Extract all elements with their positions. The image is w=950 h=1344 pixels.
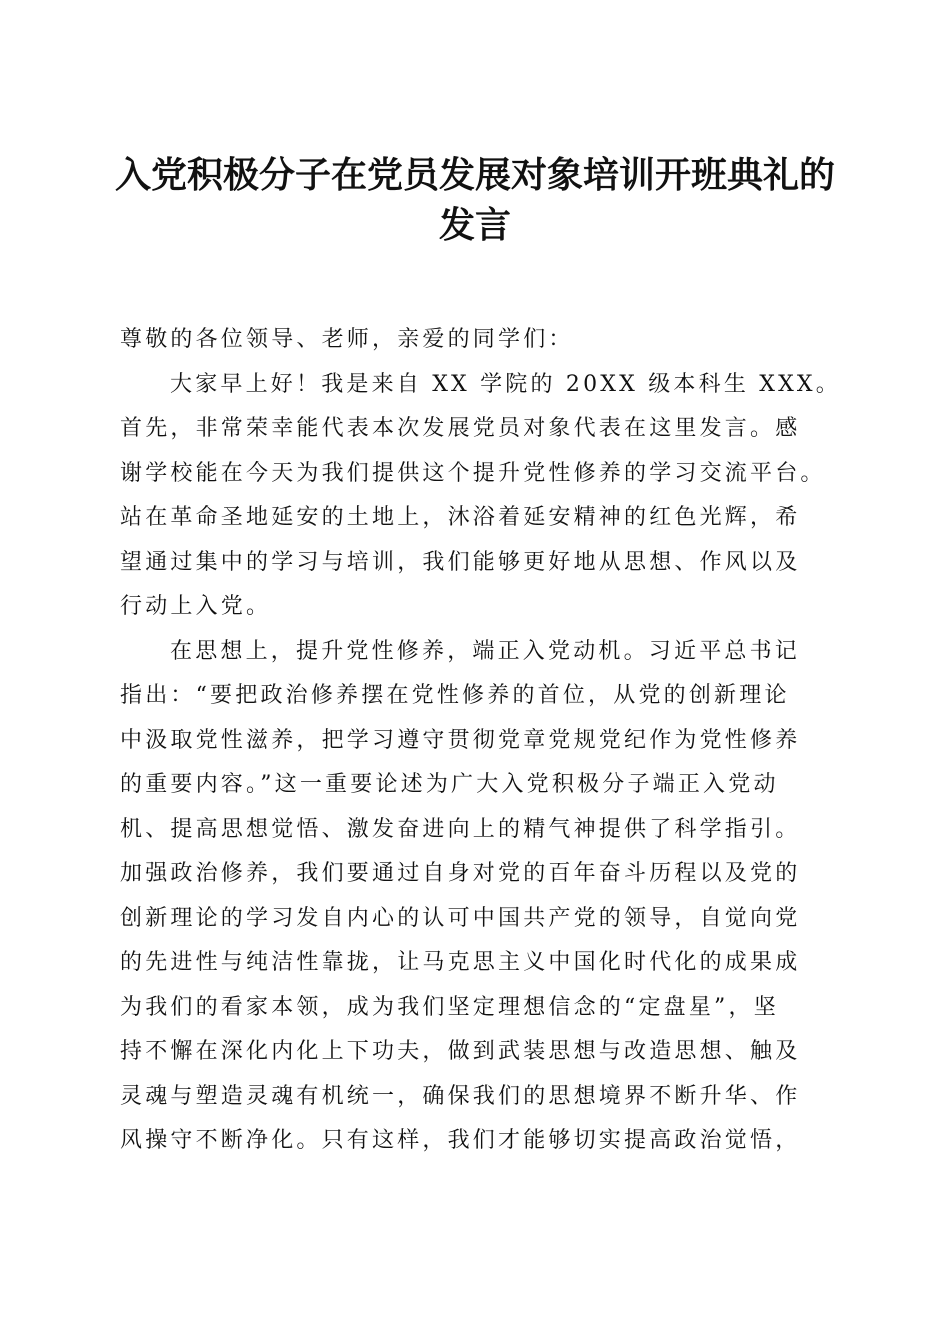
paragraph-2-line: 为我们的看家本领，成为我们坚定理想信念的“定盘星”，坚 (120, 994, 779, 1020)
paragraph-2-line: 的先进性与纯洁性靠拢，让马克思主义中国化时代化的成果成 (120, 950, 801, 975)
paragraph-2-line: 风操守不断净化。只有这样，我们才能够切实提高政治觉悟， (120, 1128, 801, 1153)
paragraph-1-line: 望通过集中的学习与培训，我们能够更好地从思想、作风以及 (120, 549, 801, 575)
paragraph-1-line: 大家早上好！我是来自 XX 学院的 20XX 级本科生 XXX。 (170, 371, 841, 397)
paragraph-1-line: 行动上入党。 (120, 594, 272, 619)
title-line-2: 发言 (438, 204, 511, 246)
title-line-1: 入党积极分子在党员发展对象培训开班典礼的 (114, 154, 835, 196)
document-title (100, 150, 850, 250)
paragraph-2-line: 灵魂与塑造灵魂有机统一，确保我们的思想境界不断升华、作 (120, 1083, 801, 1109)
paragraph-2-line: 机、提高思想觉悟、激发奋进向上的精气神提供了科学指引。 (120, 816, 801, 842)
paragraph-1-line: 站在革命圣地延安的土地上，沐浴着延安精神的红色光辉，希 (120, 505, 801, 530)
paragraph-2-line: 持不懈在深化内化上下功夫，做到武装思想与改造思想、触及 (120, 1039, 801, 1064)
paragraph-2-line: 指出：“要把政治修养摆在党性修养的首位，从党的创新理论 (120, 683, 790, 708)
paragraph-2-line: 创新理论的学习发自内心的认可中国共产党的领导，自觉向党 (120, 905, 801, 931)
paragraph-2-line: 加强政治修养，我们要通过自身对党的百年奋斗历程以及党的 (120, 861, 801, 886)
paragraph-2-line: 在思想上，提升党性修养，端正入党动机。习近平总书记 (170, 638, 801, 664)
paragraph-1-line: 谢学校能在今天为我们提供这个提升党性修养的学习交流平台。 (120, 460, 826, 486)
paragraph-2-line: 中汲取党性滋养，把学习遵守贯彻党章党规党纪作为党性修养 (120, 727, 801, 753)
paragraph-2-line: 的重要内容。”这一重要论述为广大入党积极分子端正入党动 (120, 772, 779, 797)
salutation: 尊敬的各位领导、老师，亲爱的同学们： (120, 327, 574, 352)
paragraph-1-line: 首先，非常荣幸能代表本次发展党员对象代表在这里发言。感 (120, 416, 801, 441)
document-body (120, 318, 840, 1164)
